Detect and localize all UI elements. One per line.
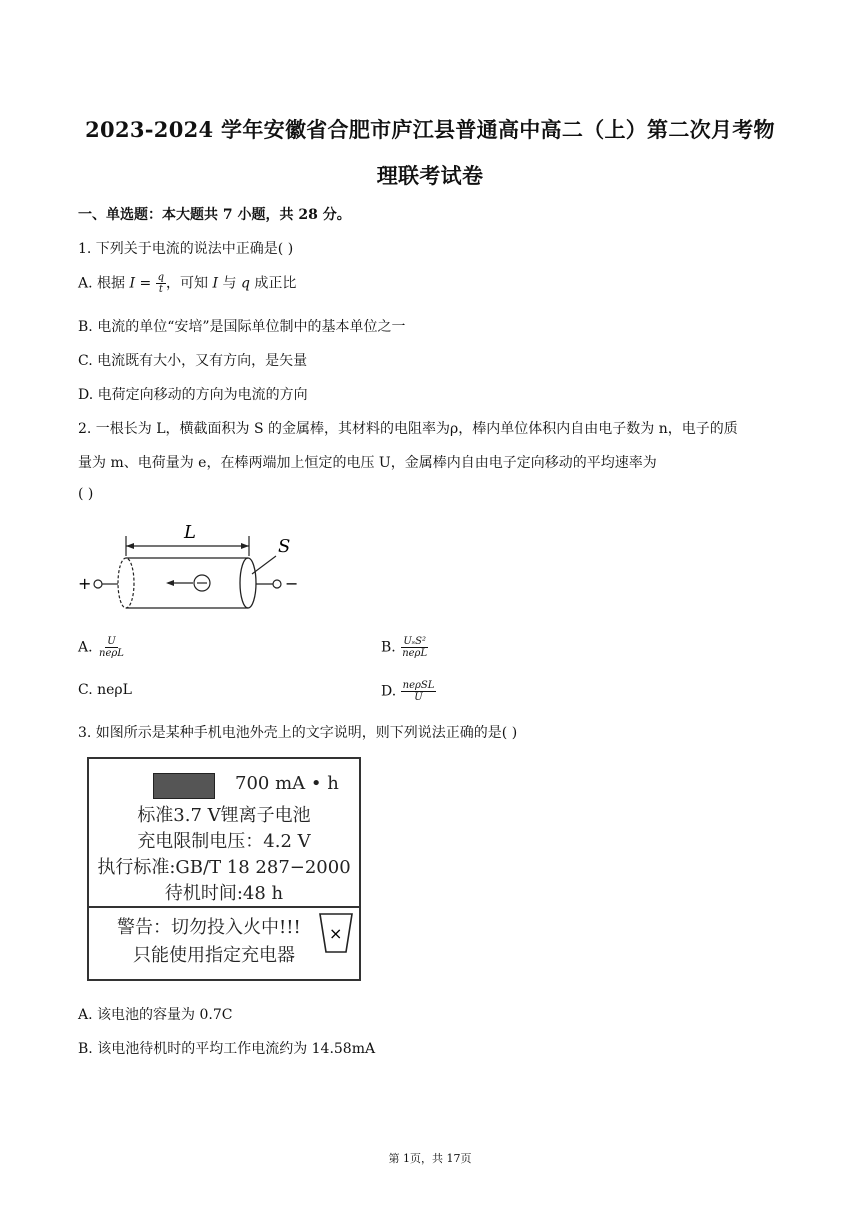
q2-b-num: UₛS²	[403, 636, 426, 647]
q2-d-num: neρSL	[402, 680, 435, 691]
q1-a-mid: 与	[218, 275, 241, 292]
q2-option-b	[381, 636, 429, 659]
q3-option-b: B. 该电池待机时的平均工作电流约为 14.58mA	[78, 1041, 376, 1057]
left-terminal	[94, 580, 102, 588]
q2-a-den: neρL	[99, 648, 124, 659]
page-footer: 第 1页，共 17页	[388, 1152, 472, 1165]
minus-sign: −	[285, 574, 299, 593]
q1-stem: 1. 下列关于电流的说法中正确是( )	[78, 241, 294, 257]
battery-warning2: 只能使用指定充电器	[133, 945, 295, 966]
q2-d-label: D.	[381, 683, 401, 700]
q1-a-suffix1: ，可知	[166, 275, 213, 292]
q2-a-label: A.	[78, 639, 98, 656]
rod-right-face	[240, 558, 256, 608]
q2-stem-line2: 量为 m、电荷量为 e，在棒两端加上恒定的电压 U，金属棒内自由电子定向移动的平均速率为	[78, 455, 657, 471]
battery-capacity: 700 mA • h	[235, 773, 339, 794]
q1-a-suffix2: 成正比	[249, 275, 297, 292]
q1-option-a	[78, 272, 296, 295]
label-S: S	[278, 536, 291, 557]
battery-line2: 标准3.7 V锂离子电池	[137, 805, 311, 826]
page-title-line2: 理联考试卷	[376, 163, 484, 188]
q1-a-frac-den: t	[158, 284, 163, 295]
q1-a-fraction	[156, 272, 166, 295]
plus-sign: +	[78, 574, 92, 593]
q1-option-d: D. 电荷定向移动的方向为电流的方向	[78, 387, 308, 403]
battery-label-figure	[87, 757, 361, 981]
q2-stem-line1: 2. 一根长为 L，横截面积为 S 的金属棒，其材料的电阻率为ρ，棒内单位体积内自由电子数为 n，电子的质	[78, 421, 738, 437]
q2-a-fraction	[97, 636, 126, 659]
page-title-line1: 2023-2024 学年安徽省合肥市庐江县普通高中高二（上）第二次月考物	[85, 117, 775, 142]
q2-option-c: C. neρL	[78, 682, 132, 698]
q1-a-prefix: A. 根据	[78, 275, 130, 292]
battery-line5: 待机时间:48 h	[164, 883, 284, 904]
q2-b-label: B.	[381, 639, 401, 656]
battery-brand-block	[153, 773, 215, 799]
q2-b-fraction	[400, 636, 429, 659]
q2-stem-line3: ( )	[78, 486, 94, 502]
section-header: 一、单选题：本大题共 7 小题，共 28 分。	[78, 207, 351, 223]
q1-option-b: B. 电流的单位“安培”是国际单位制中的基本单位之一	[78, 319, 406, 335]
label-L: L	[184, 522, 196, 543]
label-S-leader	[252, 556, 276, 574]
q2-d-den: U	[414, 692, 423, 703]
dim-arrow-right	[241, 543, 249, 549]
battery-divider	[89, 906, 359, 908]
battery-warning1: 警告：切勿投入火中!!!	[117, 917, 301, 938]
dim-arrow-left	[126, 543, 134, 549]
q3-stem: 3. 如图所示是某种手机电池外壳上的文字说明，则下列说法正确的是( )	[78, 725, 518, 741]
rod-left-face	[118, 558, 134, 608]
q1-a-var-q: q	[240, 275, 250, 292]
velocity-arrowhead	[166, 580, 174, 586]
q2-option-d	[381, 680, 436, 703]
q2-a-num: U	[107, 636, 116, 647]
q1-a-var-i: I	[129, 275, 135, 292]
right-terminal	[273, 580, 281, 588]
bin-icon	[317, 911, 355, 955]
battery-line4: 执行标准:GB/T 18 287−2000	[97, 857, 351, 878]
q2-option-a	[78, 636, 126, 659]
q1-option-c: C. 电流既有大小，又有方向，是矢量	[78, 353, 308, 369]
q2-b-den: neρL	[402, 648, 428, 659]
q3-option-a: A. 该电池的容量为 0.7C	[78, 1007, 233, 1023]
q1-a-var-i2: I	[212, 275, 219, 292]
bin-mark: ×	[329, 924, 343, 943]
q1-a-eq: =	[135, 275, 156, 292]
battery-line3: 充电限制电压：4.2 V	[137, 831, 311, 852]
q1-a-frac-num: q	[157, 272, 165, 283]
q2-d-fraction	[401, 680, 437, 703]
metal-rod-figure	[76, 518, 306, 618]
